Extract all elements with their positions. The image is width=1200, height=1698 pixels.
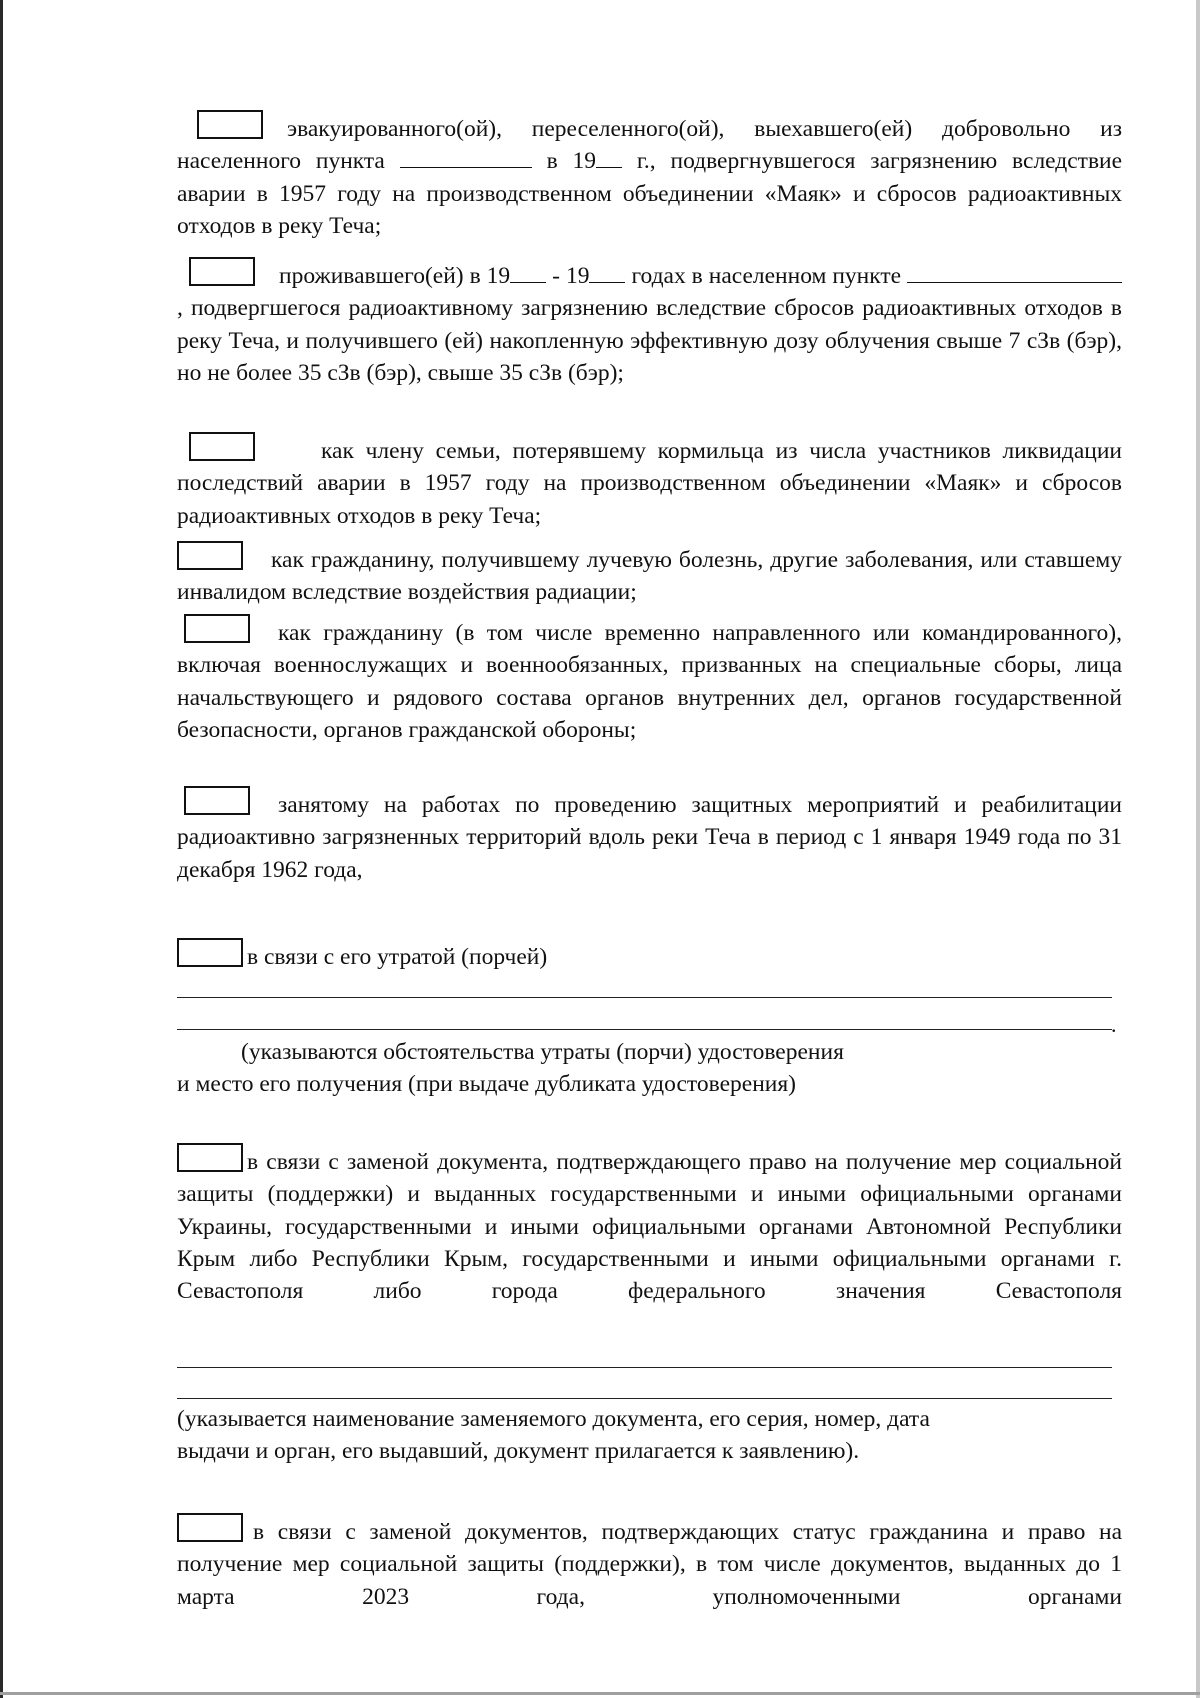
item-citizen-military xyxy=(177,614,1122,746)
item-evacuated-text-c: г., подвергнувшегося загрязнению вследствие аварии в 1957 году на производственном объединении «Маяк» и сбросов радиоактивных отходов в реку Теча; xyxy=(177,148,1123,239)
residence-settlement-blank[interactable] xyxy=(907,260,1122,283)
loss-note-line-2: и место его получения (при выдаче дубликата удостоверения) xyxy=(177,1071,796,1098)
item-resided xyxy=(177,257,1122,389)
scan-bottom-edge xyxy=(0,1692,1200,1695)
replace-document-note-line-2: выдачи и орган, его выдавший, документ прилагается к заявлению). xyxy=(177,1438,860,1465)
checkbox-replace-document[interactable] xyxy=(177,1143,243,1172)
loss-circumstances-line-1[interactable] xyxy=(177,997,1112,998)
checkbox-evacuated[interactable] xyxy=(197,110,263,139)
year-from-blank[interactable] xyxy=(510,260,546,283)
item-resided-text-c: годах в населенном пункте xyxy=(631,263,902,289)
item-evacuated-text-b: в 19 xyxy=(546,148,597,175)
year-blank[interactable] xyxy=(596,145,622,168)
loss-note xyxy=(177,1036,1122,1101)
checkbox-loss[interactable] xyxy=(177,938,243,967)
loss-note-line-1: (указываются обстоятельства утраты (порчи) удостоверения xyxy=(241,1039,844,1065)
checkbox-replace-documents[interactable] xyxy=(177,1513,243,1542)
item-resided-text-a: проживавшего(ей) в 19 xyxy=(279,263,511,289)
scan-left-edge xyxy=(0,0,3,1698)
item-resided-text-d: , подвергшегося радиоактивному загрязнению вследствие сбросов радиоактивных отходов в реку Теча, и получившего (ей) накопленную эффективную дозу облучения свыше 7 сЗв (бэр), но не более 35 сЗв (бэр), свыше 35 сЗв (бэр); xyxy=(177,295,1122,386)
replace-document-item xyxy=(177,1143,1122,1307)
replaced-document-line-2[interactable] xyxy=(177,1398,1112,1399)
replaced-document-line-1[interactable] xyxy=(177,1367,1112,1368)
item-protective-works-text: занятому на работах по проведению защитных мероприятий и реабилитации радиоактивно загрязненных территорий вдоль реки Теча в период с 1 января 1949 года по 31 декабря 1962 года, xyxy=(177,792,1122,883)
replace-documents-text: в связи с заменой документов, подтверждающих статус гражданина и право на получение мер социальной защиты (поддержки), в том числе документов, выданных до 1 марта 2023 года, уполномоченными органами xyxy=(177,1519,1122,1610)
loss-circumstances-line-2[interactable] xyxy=(177,1029,1112,1030)
replace-documents-item xyxy=(177,1513,1122,1613)
item-protective-works xyxy=(177,786,1122,886)
loss-item xyxy=(177,938,1122,973)
item-radiation-illness-text: как гражданину, получившему лучевую болезнь, другие заболевания, или ставшему инвалидом вследствие воздействия радиации; xyxy=(177,547,1122,606)
scan-right-edge xyxy=(1196,0,1200,1698)
replace-document-text: в связи с заменой документа, подтверждающего право на получение мер социальной защиты (поддержки) и выданных государственными и иными официальными органами Украины, государственными и иными официальными органами Автономной Республики Крым либо Республики Крым, государственными и иными официальными органами г. Севастополя либо города федерального значения Севастополя xyxy=(177,1149,1122,1305)
item-family-member xyxy=(177,432,1122,532)
year-to-blank[interactable] xyxy=(589,260,625,283)
checkbox-resided[interactable] xyxy=(189,257,255,286)
checkbox-citizen-military[interactable] xyxy=(184,614,250,643)
item-evacuated-text-a: эвакуированного(ой), переселенного(ой), выехавшего(ей) добровольно из населенного пункта xyxy=(177,116,1122,175)
loss-line-period: . xyxy=(1111,1012,1117,1037)
settlement-blank[interactable] xyxy=(400,145,532,168)
replace-document-note-line-1: (указывается наименование заменяемого документа, его серия, номер, дата xyxy=(177,1406,930,1432)
loss-text: в связи с его утратой (порчей) xyxy=(247,944,548,970)
item-radiation-illness xyxy=(177,541,1122,609)
checkbox-protective-works[interactable] xyxy=(184,786,250,815)
item-evacuated xyxy=(177,110,1122,242)
replace-document-note xyxy=(177,1403,1122,1468)
item-resided-text-b: - 19 xyxy=(552,263,590,289)
item-family-member-text: как члену семьи, потерявшему кормильца из числа участников ликвидации последствий аварии в 1957 году на производственном объединении «Маяк» и сбросов радиоактивных отходов в реку Теча; xyxy=(177,438,1122,529)
item-citizen-military-text: как гражданину (в том числе временно направленного или командированного), включая военнослужащих и военнообязанных, призванных на специальные сборы, лица начальствующего и рядового состава органов внутренних дел, органов государственной безопасности, органов гражданской обороны; xyxy=(177,620,1122,743)
checkbox-radiation-illness[interactable] xyxy=(177,541,243,570)
checkbox-family-member[interactable] xyxy=(189,432,255,461)
